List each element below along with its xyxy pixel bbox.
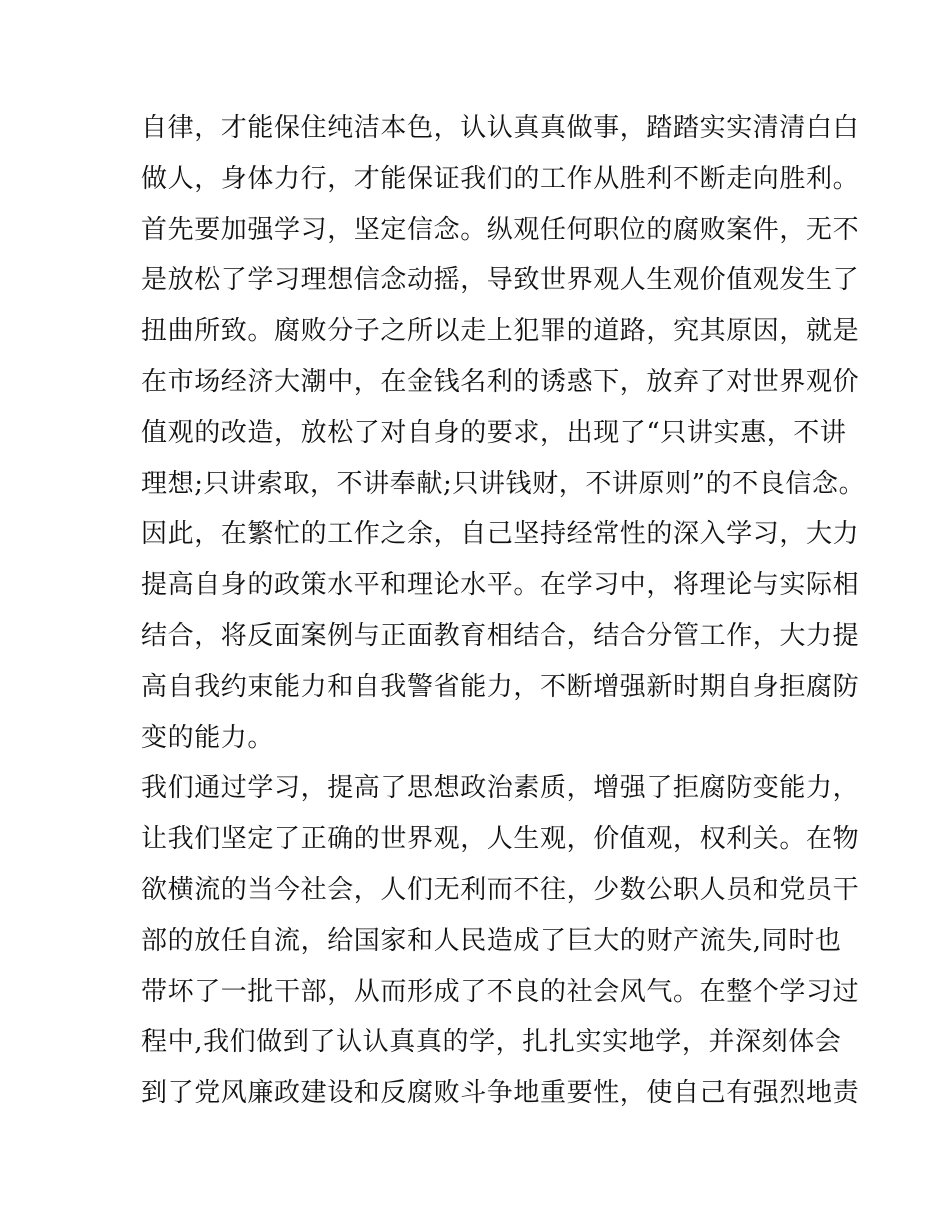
text-line: 做人，身体力行，才能保证我们的工作从胜利不断走向胜利。 <box>141 163 860 194</box>
text-line: 因此，在繁忙的工作之余，自己坚持经常性的深入学习，大力 <box>141 519 860 550</box>
text-line: 到了党风廉政建设和反腐败斗争地重要性，使自己有强烈地责 <box>141 1078 860 1109</box>
text-line: 部的放任自流，给国家和人民造成了巨大的财产流失,同时也 <box>141 925 842 956</box>
text-line: 是放松了学习理想信念动摇，导致世界观人生观价值观发生了 <box>141 265 860 296</box>
text-line: 程中,我们做到了认认真真的学，扎扎实实地学，并深刻体会 <box>141 1027 842 1058</box>
text-line: 欲横流的当今社会，人们无利而不往，少数公职人员和党员干 <box>141 874 860 905</box>
text-line: 让我们坚定了正确的世界观，人生观，价值观，权利关。在物 <box>141 824 860 855</box>
text-line: 值观的改造，放松了对自身的要求，出现了“只讲实惠，不讲 <box>141 417 847 448</box>
text-line: 结合，将反面案例与正面教育相结合，结合分管工作，大力提 <box>141 620 860 651</box>
text-line: 自律，才能保住纯洁本色，认认真真做事，踏踏实实清清白白 <box>141 113 860 143</box>
text-line: 提高自身的政策水平和理论水平。在学习中，将理论与实际相 <box>141 570 860 601</box>
text-line: 带坏了一批干部，从而形成了不良的社会风气。在整个学习过 <box>141 976 860 1007</box>
text-line: 理想;只讲索取，不讲奉献;只讲钱财，不讲原则”的不良信念。 <box>141 468 866 499</box>
document-page <box>141 103 866 1119</box>
text-line: 首先要加强学习，坚定信念。纵观任何职位的腐败案件，无不 <box>141 214 860 245</box>
text-line: 扭曲所致。腐败分子之所以走上犯罪的道路，究其原因，就是 <box>141 316 860 347</box>
text-line: 高自我约束能力和自我警省能力，不断增强新时期自身拒腐防 <box>141 671 860 702</box>
text-line: 在市场经济大潮中，在金钱名利的诱惑下，放弃了对世界观价 <box>141 366 860 397</box>
text-line: 我们通过学习，提高了思想政治素质，增强了拒腐防变能力， <box>141 773 860 804</box>
text-line: 变的能力。 <box>141 722 275 753</box>
